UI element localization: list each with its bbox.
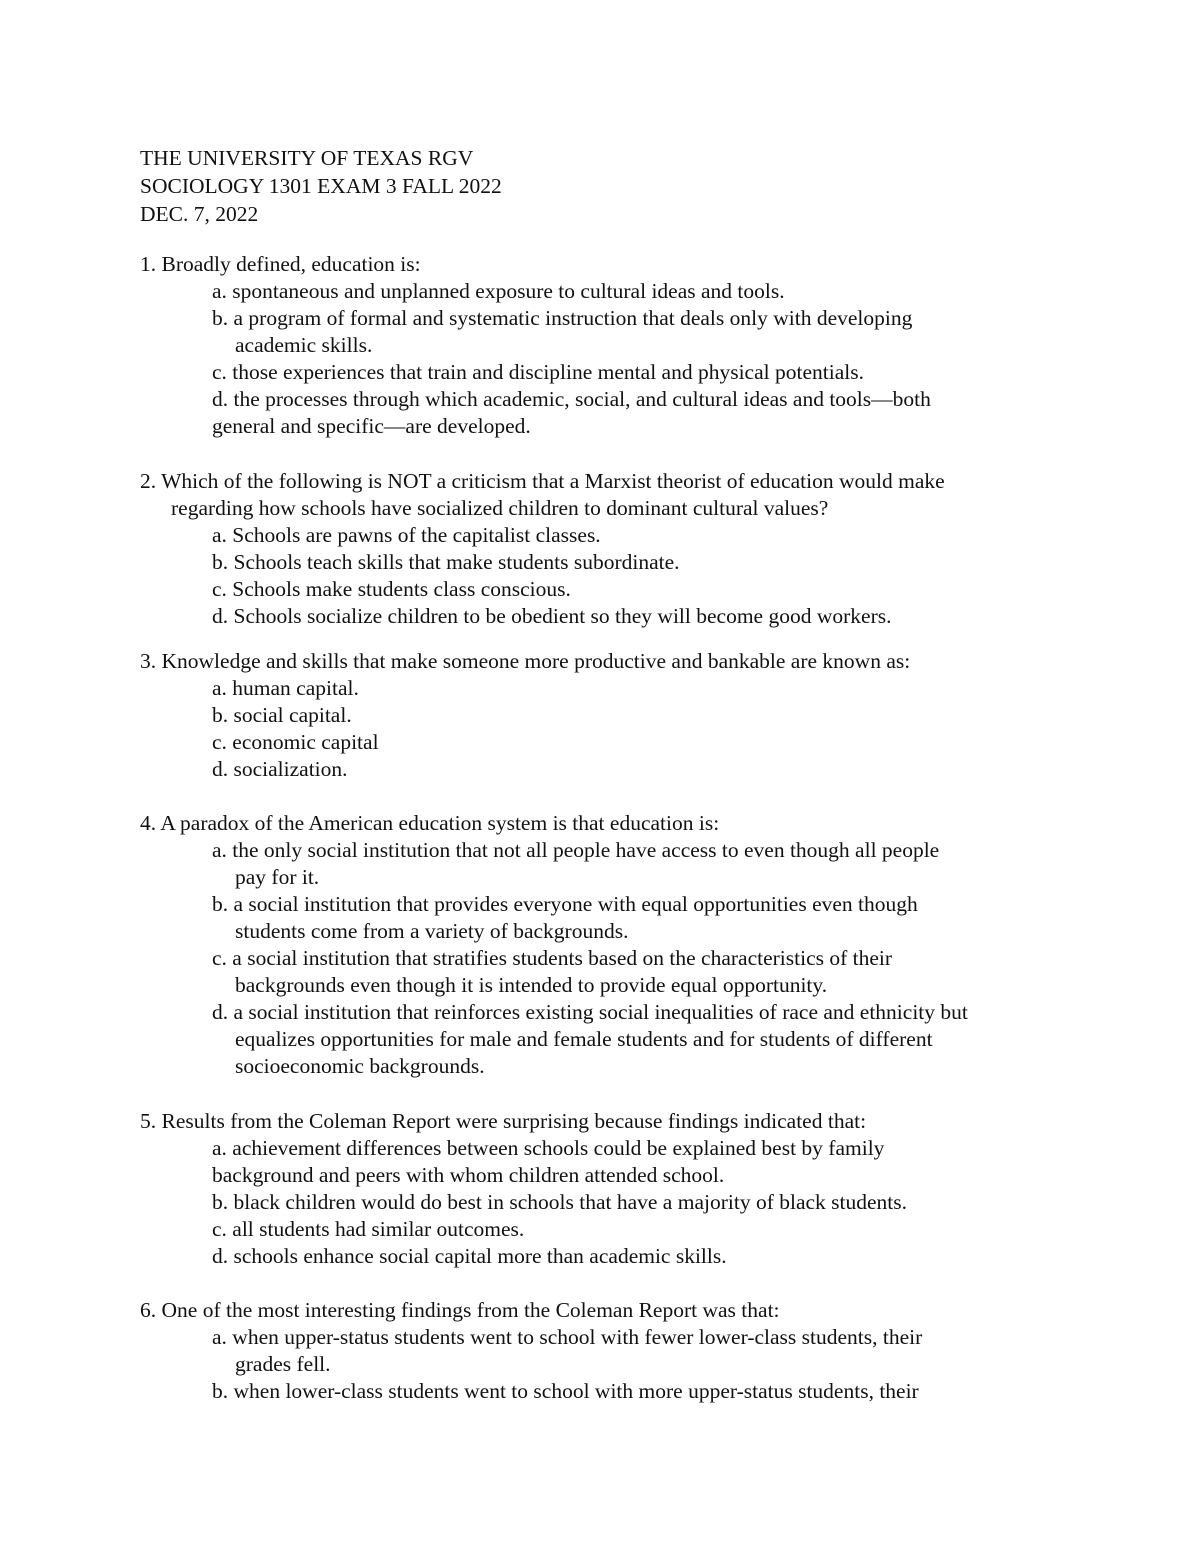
question-2 [140, 468, 1060, 630]
option-c: c. all students had similar outcomes. [212, 1217, 525, 1241]
question-stem: 5. Results from the Coleman Report were surprising because findings indicated that: [140, 1109, 867, 1133]
option-d: d. Schools socialize children to be obedient so they will become good workers. [212, 604, 892, 628]
option-a: a. Schools are pawns of the capitalist classes. [212, 523, 601, 547]
exam-header [140, 144, 502, 228]
question-stem: 6. One of the most interesting findings from the Coleman Report was that: [140, 1298, 780, 1322]
option-b-continued: academic skills. [235, 333, 373, 357]
option-c-continued: backgrounds even though it is intended to provide equal opportunity. [235, 973, 828, 997]
option-a-continued: pay for it. [235, 865, 320, 889]
question-3 [140, 648, 1060, 783]
option-d: d. schools enhance social capital more than academic skills. [212, 1244, 727, 1268]
option-c: c. those experiences that train and discipline mental and physical potentials. [212, 360, 864, 384]
option-d-continued: equalizes opportunities for male and female students and for students of different [235, 1027, 933, 1051]
question-4 [140, 810, 1060, 1080]
option-d: d. socialization. [212, 757, 348, 781]
option-a: a. spontaneous and unplanned exposure to cultural ideas and tools. [212, 279, 785, 303]
university-name: THE UNIVERSITY OF TEXAS RGV [140, 146, 474, 170]
option-b: b. black children would do best in schools that have a majority of black students. [212, 1190, 908, 1214]
option-a-continued: grades fell. [235, 1352, 331, 1376]
option-d-continued-2: socioeconomic backgrounds. [235, 1054, 485, 1078]
question-stem: 2. Which of the following is NOT a criticism that a Marxist theorist of education would make [140, 469, 945, 493]
option-a-continued: background and peers with whom children attended school. [212, 1163, 725, 1187]
question-stem: 4. A paradox of the American education system is that education is: [140, 811, 720, 835]
option-b: b. Schools teach skills that make students subordinate. [212, 550, 680, 574]
option-b: b. a program of formal and systematic instruction that deals only with developing [212, 306, 913, 330]
course-title: SOCIOLOGY 1301 EXAM 3 FALL 2022 [140, 174, 502, 198]
option-d-continued: general and specific—are developed. [212, 414, 531, 438]
question-stem: 1. Broadly defined, education is: [140, 252, 421, 276]
option-a: a. human capital. [212, 676, 359, 700]
question-stem: 3. Knowledge and skills that make someone more productive and bankable are known as: [140, 649, 911, 673]
option-c: c. economic capital [212, 730, 379, 754]
option-c: c. Schools make students class conscious. [212, 577, 571, 601]
question-6 [140, 1297, 1060, 1405]
option-b-continued: students come from a variety of backgrounds. [235, 919, 629, 943]
question-1 [140, 251, 1060, 440]
option-a: a. the only social institution that not all people have access to even though all people [212, 838, 940, 862]
option-b: b. when lower-class students went to school with more upper-status students, their [212, 1379, 919, 1403]
option-d: d. a social institution that reinforces existing social inequalities of race and ethnicity but [212, 1000, 968, 1024]
option-b: b. social capital. [212, 703, 352, 727]
option-c: c. a social institution that stratifies students based on the characteristics of their [212, 946, 893, 970]
option-d: d. the processes through which academic, social, and cultural ideas and tools—both [212, 387, 931, 411]
option-b: b. a social institution that provides everyone with equal opportunities even though [212, 892, 918, 916]
option-a: a. achievement differences between schools could be explained best by family [212, 1136, 885, 1160]
question-5 [140, 1108, 1060, 1270]
question-stem-continued: regarding how schools have socialized children to dominant cultural values? [171, 496, 829, 520]
exam-date: DEC. 7, 2022 [140, 202, 259, 226]
option-a: a. when upper-status students went to school with fewer lower-class students, their [212, 1325, 923, 1349]
